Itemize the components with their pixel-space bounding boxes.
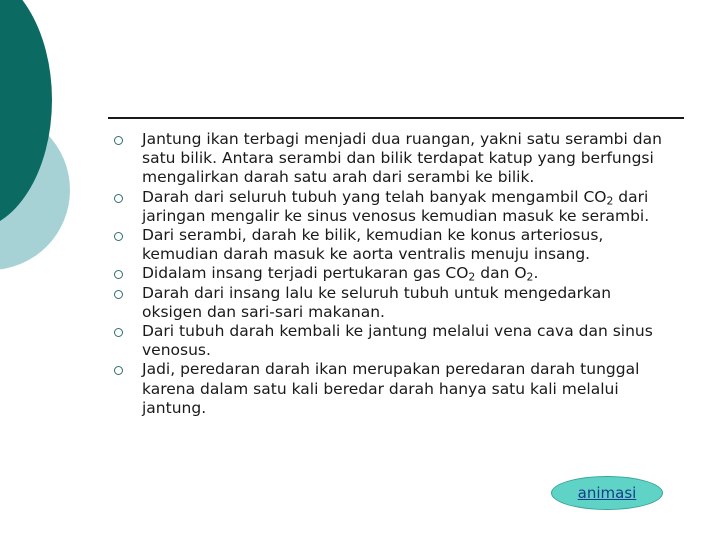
animasi-button[interactable] (551, 476, 663, 510)
circle-bullet-icon (114, 232, 123, 241)
list-item (114, 322, 674, 360)
circle-bullet-icon (114, 194, 123, 203)
item-text: Dari serambi, darah ke bilik, kemudian ke konus arteriosus, kemudian darah masuk ke aorta ventralis menuju insang. (142, 226, 604, 264)
decorative-circles (0, 0, 120, 300)
circle-bullet-icon (114, 366, 123, 375)
list-item (114, 264, 674, 283)
list-item (114, 130, 674, 188)
item-text: Darah dari insang lalu ke seluruh tubuh untuk mengedarkan oksigen dan sari-sari makanan. (142, 283, 612, 321)
list-item (114, 188, 674, 226)
circle-bullet-icon (114, 328, 123, 337)
circle-bullet-icon (114, 290, 123, 299)
item-text: Didalam insang terjadi pertukaran gas $CO_2$ dan $O_2$. (142, 264, 539, 285)
list-item (114, 360, 674, 418)
item-text: Darah dari seluruh tubuh yang telah banyak mengambil $CO_2$ dari jaringan mengalir ke sinus venosus kemudian masuk ke serambi. (142, 187, 650, 225)
header-divider (108, 117, 684, 119)
list-item (114, 226, 674, 264)
item-text: Jantung ikan terbagi menjadi dua ruangan, yakni satu serambi dan satu bilik. Antara serambi dan bilik terdapat katup yang berfungsi mengalirkan darah satu arah dari serambi ke bilik. (142, 130, 662, 187)
item-text: Jadi, peredaran darah ikan merupakan peredaran darah tunggal karena dalam satu kali beredar darah hanya satu kali melalui jantung. (142, 360, 640, 417)
animasi-link[interactable]: animasi (577, 484, 637, 502)
circle-bullet-icon (114, 270, 123, 279)
list-item (114, 284, 674, 322)
circle-bullet-icon (114, 136, 123, 145)
item-text: Dari tubuh darah kembali ke jantung melalui vena cava dan sinus venosus. (142, 322, 653, 360)
bullet-list (114, 130, 674, 418)
